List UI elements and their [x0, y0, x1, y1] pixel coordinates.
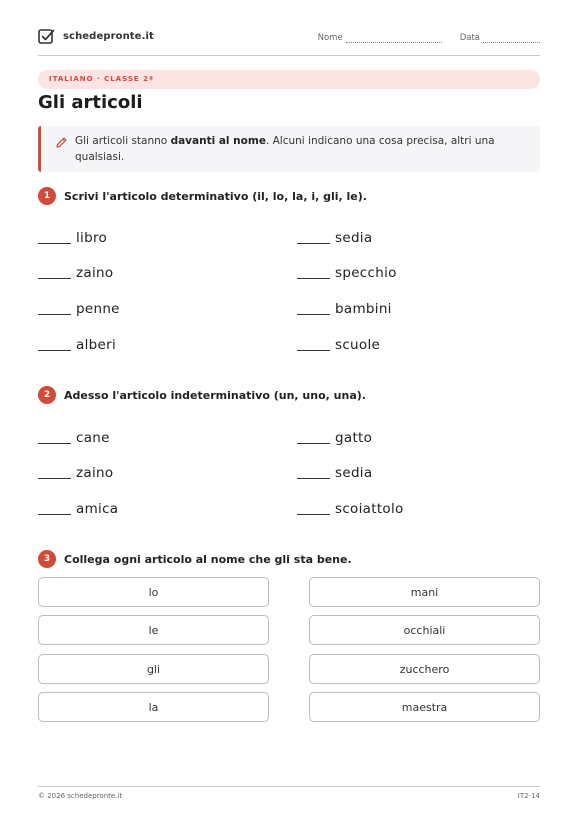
- note-text-bold: davanti al nome: [170, 135, 266, 147]
- noun-option-box[interactable]: zucchero: [309, 654, 540, 684]
- answer-blank[interactable]: [38, 277, 71, 279]
- answer-blank[interactable]: [297, 277, 330, 279]
- exercise-item: [297, 465, 372, 481]
- article-option-box[interactable]: le: [38, 615, 269, 645]
- note-text: [75, 133, 515, 165]
- noun-word: alberi: [76, 337, 116, 353]
- exercise-item: [38, 230, 107, 246]
- noun-word: zaino: [76, 465, 114, 481]
- noun-word: sedia: [335, 230, 373, 246]
- exercise-item: [297, 265, 397, 281]
- section-number: 1: [38, 187, 56, 205]
- name-field[interactable]: [346, 35, 442, 43]
- exercise-item: [38, 337, 116, 353]
- answer-blank[interactable]: [38, 313, 71, 315]
- exercise-item: [38, 430, 110, 446]
- info-note: [38, 126, 540, 172]
- page-title: Gli articoli: [38, 92, 143, 113]
- noun-word: scoiattolo: [335, 501, 404, 517]
- article-option-box[interactable]: gli: [38, 654, 269, 684]
- noun-option-box[interactable]: occhiali: [309, 615, 540, 645]
- noun-word: scuole: [335, 337, 381, 353]
- noun-word: cane: [76, 430, 110, 446]
- answer-blank[interactable]: [297, 513, 330, 515]
- student-fields: [318, 33, 540, 43]
- name-label: Nome: [317, 33, 343, 43]
- noun-word: amica: [76, 501, 119, 517]
- article-option-box[interactable]: la: [38, 692, 269, 722]
- noun-word: sedia: [335, 465, 373, 481]
- answer-blank[interactable]: [38, 513, 71, 515]
- note-text-start: Gli articoli stanno: [75, 135, 171, 147]
- note-text-end: . Alcuni indicano una cosa precisa, altri una qualsiasi.: [75, 135, 495, 163]
- exercise-item: [297, 501, 404, 517]
- answer-blank[interactable]: [38, 442, 71, 444]
- exercise-item: [38, 465, 113, 481]
- noun-option-box[interactable]: maestra: [309, 692, 540, 722]
- page-footer: [38, 786, 540, 800]
- exercise-item: [297, 230, 372, 246]
- answer-blank[interactable]: [297, 442, 330, 444]
- footer-copyright: © 2026 schedepronte.it: [38, 792, 123, 800]
- answer-blank[interactable]: [297, 477, 330, 479]
- exercise-item: [38, 265, 113, 281]
- answer-blank[interactable]: [38, 477, 71, 479]
- section-number: 2: [38, 386, 56, 404]
- noun-word: libro: [76, 230, 108, 246]
- checkbox-check-icon: [38, 28, 55, 45]
- noun-word: specchio: [335, 265, 397, 281]
- noun-word: gatto: [335, 430, 373, 446]
- exercise-item: [297, 301, 392, 317]
- date-label: Data: [459, 33, 480, 43]
- subject-tag: ITALIANO · CLASSE 2ª: [38, 70, 540, 89]
- answer-blank[interactable]: [297, 313, 330, 315]
- noun-option-box[interactable]: mani: [309, 577, 540, 607]
- brand-name: schedepronte.it: [63, 31, 154, 42]
- footer-code: IT2-14: [517, 792, 540, 800]
- noun-word: penne: [76, 301, 120, 317]
- answer-blank[interactable]: [297, 349, 330, 351]
- noun-word: zaino: [76, 265, 114, 281]
- section-3-header: [38, 550, 352, 568]
- answer-blank[interactable]: [38, 242, 71, 244]
- pencil-icon: [55, 136, 68, 149]
- section-title: Collega ogni articolo al nome che gli sta bene.: [64, 552, 352, 566]
- exercise-item: [38, 301, 120, 317]
- answer-blank[interactable]: [297, 242, 330, 244]
- section-2-header: [38, 386, 366, 404]
- noun-word: bambini: [335, 301, 392, 317]
- section-title: Scrivi l'articolo determinativo (il, lo, la, i, gli, le).: [64, 189, 367, 203]
- exercise-item: [38, 501, 118, 517]
- exercise-item: [297, 337, 380, 353]
- exercise-item: [297, 430, 372, 446]
- page-header: [38, 28, 540, 56]
- section-1-header: [38, 187, 367, 205]
- answer-blank[interactable]: [38, 349, 71, 351]
- section-number: 3: [38, 550, 56, 568]
- brand-logo: [38, 28, 154, 45]
- date-field[interactable]: [483, 35, 540, 43]
- article-option-box[interactable]: lo: [38, 577, 269, 607]
- section-title: Adesso l'articolo indeterminativo (un, uno, una).: [64, 388, 366, 402]
